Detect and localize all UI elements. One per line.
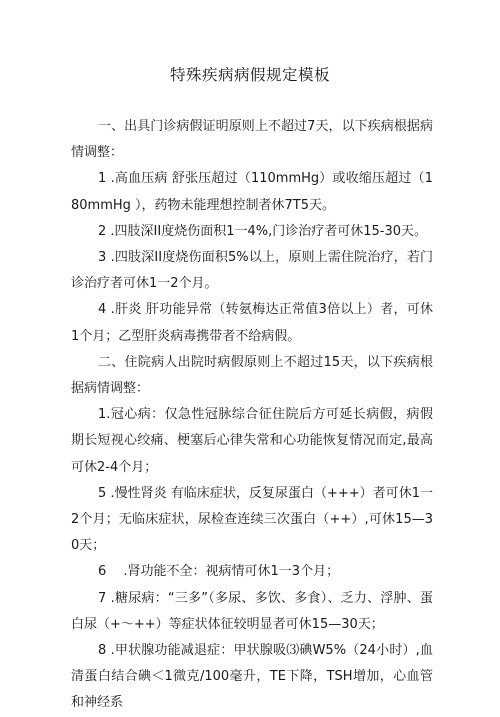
paragraph: 7 .糖尿病：“三多”（多尿、多饮、多食）、乏力、浮肿、蛋白尿（+〜++）等症状体征较明显者可休15—30天； <box>71 590 433 632</box>
paragraph: 一、出具门诊病假证明原则上不超过7天，以下疾病根据病情调整： <box>71 119 433 161</box>
paragraph: 1 .高血压病 舒张压超过（110mmHg）或收缩压超过（180mmHg ），药物未能理想控制者休7T5天。 <box>71 171 433 213</box>
document-title: 特殊疾病病假规定模板 <box>169 66 330 84</box>
paragraph: 4 .肝炎 肝功能异常（转氨梅达正常值3倍以上）者，可休1个月；乙型肝炎病毒携带者不给病假。 <box>71 302 433 344</box>
paragraph: 1.冠心病：仅急性冠脉综合征住院后方可延长病假，病假期长短视心绞痛、梗塞后心律失常和心功能恢复情况而定,最高可休2-4个月； <box>71 407 433 475</box>
document-body <box>71 114 433 717</box>
paragraph: 3 .四肢深II度烧伤面积5%以上，原则上需住院治疗，若门诊治疗者可休1一2个月。 <box>71 250 433 292</box>
paragraph: 8 .甲状腺功能减退症：甲状腺吸⑶碘W5%（24小时）,血清蛋白结合碘＜1微克/100毫升，TE下降，TSH增加，心血管和神经系 <box>71 643 433 711</box>
paragraph: 5 .慢性肾炎 有临床症状，反复尿蛋白（+++）者可休1一2个月；无临床症状，尿检查连续三次蛋白（++）,可休15—30天； <box>71 485 433 554</box>
paragraph: 6 .肾功能不全：视病情可休1一3个月； <box>98 564 340 580</box>
paragraph: 二、住院病人出院时病假原则上不超过15天，以下疾病根据病情调整： <box>71 354 433 397</box>
paragraph: 2 .四肢深II度烧伤面积1一4%,门诊治疗者可休15-30天。 <box>98 223 428 239</box>
